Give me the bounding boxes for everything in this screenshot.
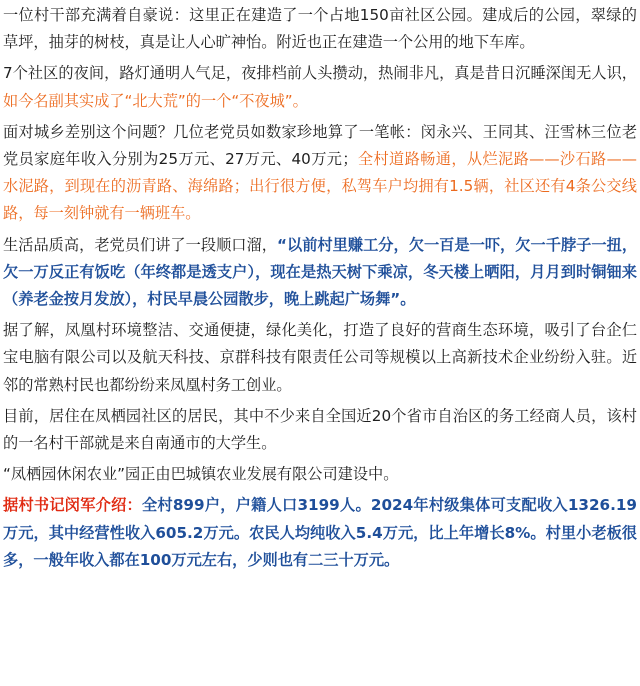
paragraph-income-roads	[3, 119, 637, 228]
paragraph-text: 目前，居住在凤栖园社区的居民，其中不少来自全国近20个省市自治区的务工经商人员，该村的一名村干部就是来自南通市的大学生。	[3, 406, 637, 453]
paragraph-text: 据了解，凤凰村环境整洁、交通便捷，绿化美化，打造了良好的营商生态环境，吸引了台企仁宝电脑有限公司以及航天科技、京群科技有限责任公司等规模以上高新技术企业纷纷入驻。近邻的常熟村民也都纷纷来凤凰村务工创业。	[3, 321, 637, 394]
paragraph-secretary-stats	[3, 492, 637, 574]
source-label: 据村书记闵军介绍：	[3, 496, 142, 515]
paragraph-text: “凤栖园休闲农业”园正由巴城镇农业发展有限公司建设中。	[3, 465, 399, 484]
paragraph-business	[3, 317, 637, 399]
paragraph-leisure-agriculture	[3, 461, 637, 488]
highlight-text: 如今名副其实成了“北大荒”的一个“不夜城”。	[3, 91, 308, 110]
paragraph-text: 面对城乡差别这个问题？几位老党员如数家珍地算了一笔帐：闵永兴、王同其、汪雪林三位老党员家庭年收入分别为25万元、27万元、40万元；	[3, 122, 637, 169]
paragraph-night-life	[3, 60, 637, 114]
paragraph-rhyme	[3, 232, 637, 314]
stats-text: 全村899户，户籍人口3199人。2024年村级集体可支配收入1326.19万元，其中经营性收入605.2万元。农民人均纯收入5.4万元，比上年增长8%。村里小老板很多，一般年收入都在100万元左右，少则也有二三十万元。	[3, 496, 638, 569]
quote-text: “以前村里赚工分，欠一百是一吓，欠一千脖子一扭，欠一万反正有饭吃（年终都是透支户），现在是热天树下乘凉，冬天楼上晒阳，月月到时铜钿来（养老金按月发放），村民早晨公园散步，晚上跳起广场舞”。	[3, 235, 638, 309]
paragraph-text: 一位村干部充满着自豪说：这里正在建造了一个占地150亩社区公园。建成后的公园，翠绿的草坪，抽芽的树枝，真是让人心旷神怡。附近也正在建造一个公用的地下车库。	[3, 6, 637, 52]
paragraph-text: 7个社区的夜间，路灯通明人气足，夜排档前人头攒动，热闹非凡，真是昔日沉睡深闺无人识，	[3, 64, 637, 83]
paragraph-park	[3, 2, 637, 56]
highlight-text: 全村道路畅通，从烂泥路——沙石路——水泥路，到现在的沥青路、海绵路；出行很方便，私驾车户均拥有1.5辆，社区还有4条公交线路，每一刻钟就有一辆班车。	[3, 150, 637, 223]
paragraph-text: 生活品质高，老党员们讲了一段顺口溜，	[3, 235, 277, 254]
paragraph-residents	[3, 403, 637, 457]
